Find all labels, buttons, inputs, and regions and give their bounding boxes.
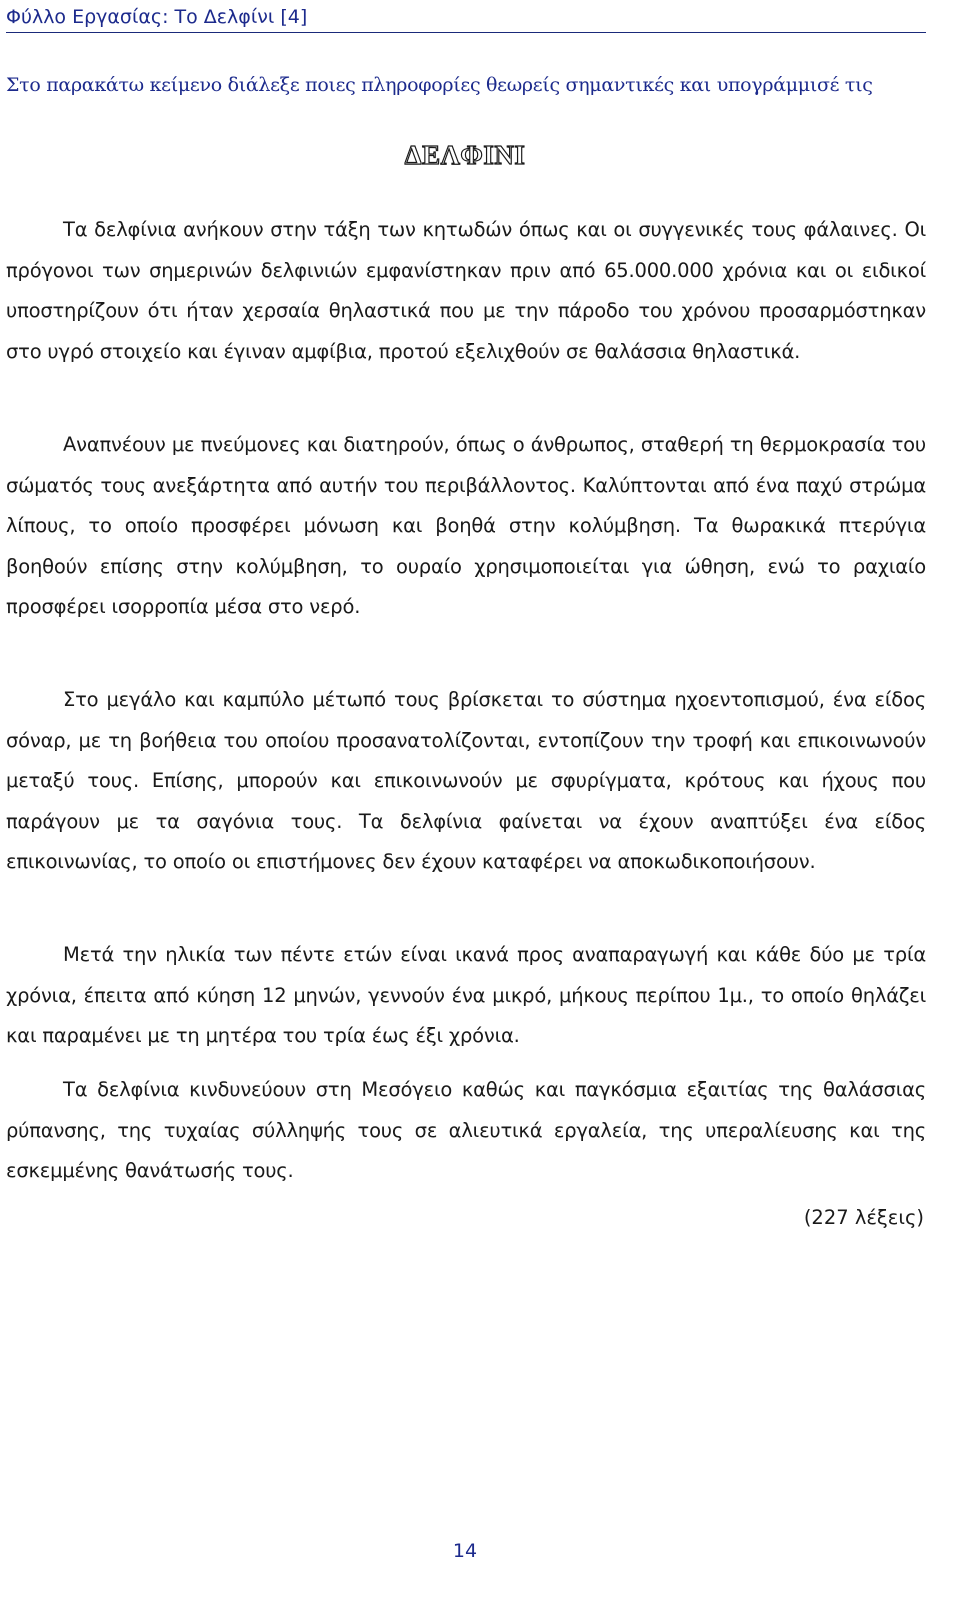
paragraph-threats: Τα δελφίνια κινδυνεύουν στη Μεσόγειο καθώς και παγκόσμια εξαιτίας της θαλάσσιας ρύπανσης, της τυχαίας σύλληψής τους σε αλιευτικά εργαλεία, της υπεραλίευσης και της εσκεμμένης θανάτωσής τους. xyxy=(6,1078,926,1182)
word-count: (227 λέξεις) xyxy=(803,1206,924,1229)
page-header xyxy=(6,2,926,33)
paragraph-reproduction: Μετά την ηλικία των πέντε ετών είναι ικανά προς αναπαραγωγή και κάθε δύο με τρία χρόνια, έπειτα από κύηση 12 μηνών, γεννούν ένα μικρό, μήκους περίπου 1μ., το οποίο θηλάζει και παραμένει με τη μητέρα του τρία έως έξι χρόνια. xyxy=(6,943,926,1047)
page-number: 14 xyxy=(452,1540,478,1562)
document-title: ΔΕΛΦΙΝΙ xyxy=(404,140,526,170)
paragraph-anatomy: Αναπνέουν με πνεύμονες και διατηρούν, όπως ο άνθρωπος, σταθερή τη θερμοκρασία του σώματός τους ανεξάρτητα από αυτήν του περιβάλλοντος. Καλύπτονται από ένα παχύ στρώμα λίπους, το οποίο προσφέρει μόνωση και βοηθά στην κολύμβηση. Τα θωρακικά πτερύγια βοηθούν επίσης στην κολύμβηση, το ουραίο χρησιμοποιείται για ώθηση, ενώ το ραχιαίο προσφέρει ισορροπία μέσα στο νερό. xyxy=(6,433,926,618)
paragraph-echolocation: Στο μεγάλο και καμπύλο μέτωπό τους βρίσκεται το σύστημα ηχοεντοπισμού, ένα είδος σόναρ, με τη βοήθεια του οποίου προσανατολίζονται, εντοπίζουν την τροφή και επικοινωνούν μεταξύ τους. Επίσης, μπορούν και επικοινωνούν με σφυρίγματα, κρότους και ήχους που παράγουν με τα σαγόνια τους. Τα δελφίνια φαίνεται να έχουν αναπτύξει ένα είδος επικοινωνίας, το οποίο οι επιστήμονες δεν έχουν καταφέρει να αποκωδικοποιήσουν. xyxy=(6,688,926,873)
instruction-text: Στο παρακάτω κείμενο διάλεξε ποιες πληροφορίες θεωρείς σημαντικές και υπογράμμισέ τις xyxy=(6,74,873,96)
worksheet-title: Φύλλο Εργασίας: Το Δελφίνι [4] xyxy=(6,6,308,28)
paragraph-origins: Τα δελφίνια ανήκουν στην τάξη των κητωδών όπως και οι συγγενικές τους φάλαινες. Οι πρόγονοι των σημερινών δελφινιών εμφανίστηκαν πριν από 65.000.000 χρόνια και οι ειδικοί υποστηρίζουν ότι ήταν χερσαία θηλαστικά που με την πάροδο του χρόνου προσαρμόστηκαν στο υγρό στοιχείο και έγιναν αμφίβια, προτού εξελιχθούν σε θαλάσσια θηλαστικά. xyxy=(6,218,926,363)
